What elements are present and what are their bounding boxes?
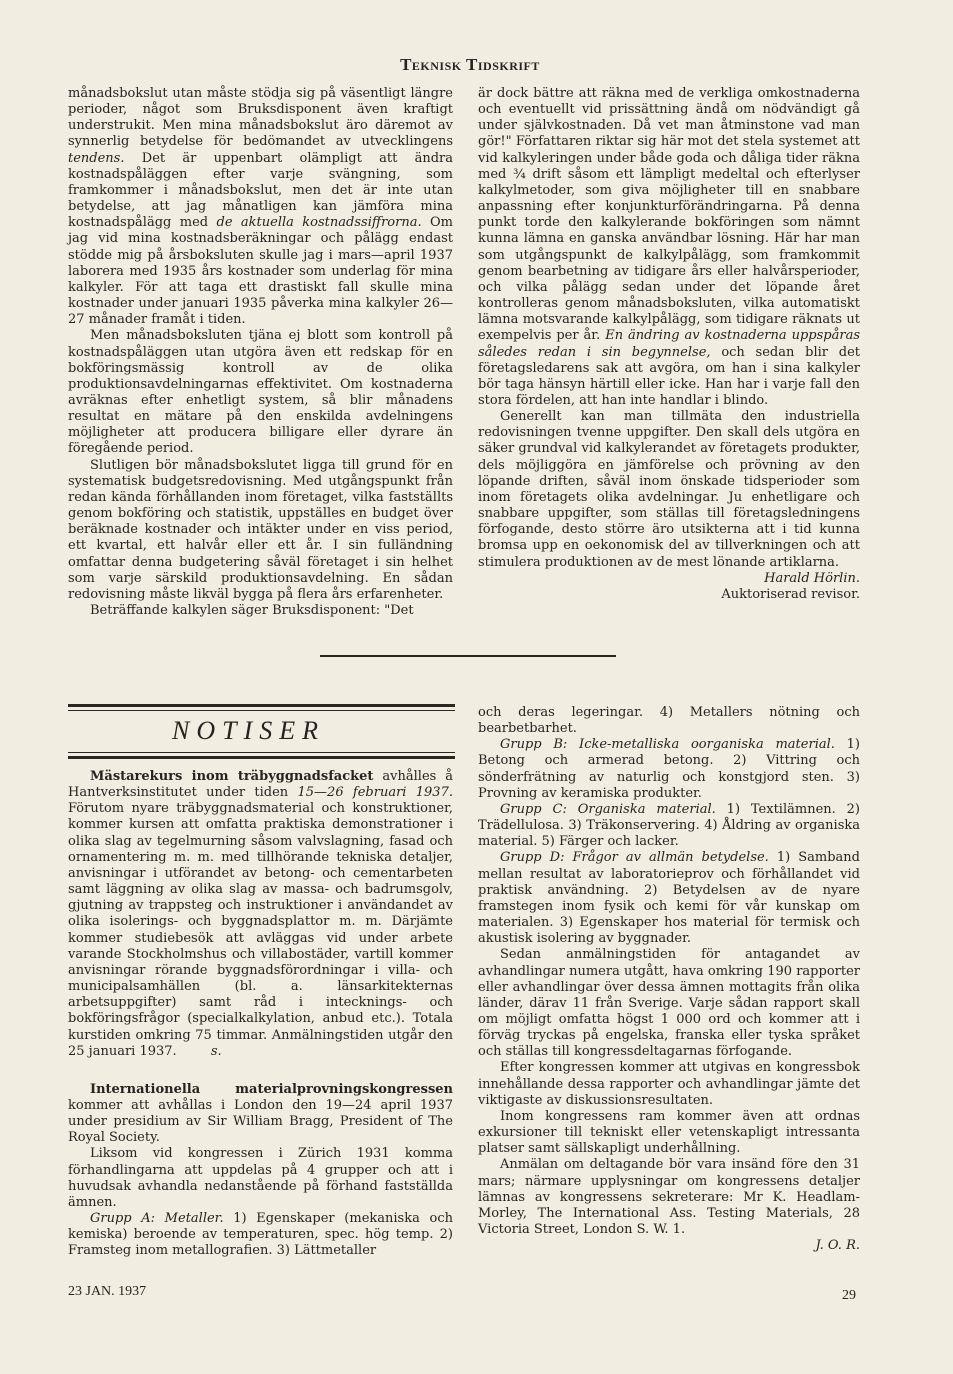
article-paragraph: Beträffande kalkylen säger Bruksdisponent: "Det (90, 603, 414, 618)
notice-paragraph: Grupp D: Frågor av allmän betydelse. 1) Samband mellan resultat av laboratorieprov och förhållandet vid praktisk användning. 2) Betydelsen av de nyare framstegen inom fysik och kemi för vår kunskap om materialen. 3) Egenskaper hos material för termisk och akustisk isolering av byggnader. (478, 850, 860, 947)
article-paragraph: Slutligen bör månadsbokslutet ligga till grund för en systematisk budgetsredovisning. Med utgångspunkt från redan kända förhållanden inom företaget, vilka fastställts genom bokföring och statistik, uppställes en budget över beräknade kostnader och intäkter under en viss period, ett kvartal, ett halvår eller ett år. I sin fulländning omfattar denna budgetering såväl företaget i sin helhet som varje särskild produktionsavdelning. En sådan redovisning måste likväl bygga på flera års erfarenheter. (68, 457, 453, 602)
section-rule-top (68, 704, 455, 707)
notice-paragraph: Liksom vid kongressen i Zürich 1931 komma förhandlingarna att uppdelas på 4 grupper och att i huvudsak avhandla nedanstående på förhand fastställda ämnen. (68, 1146, 453, 1210)
author-title: Auktoriserad revisor. (721, 586, 860, 602)
page-number: 29 (842, 1288, 856, 1303)
notice-paragraph: Mästarekurs inom träbyggnadsfacket avhålles å Hantverksinstitutet under tiden 15—26 februari 1937. Förutom nyare träbyggnadsmaterial och konstruktioner, kommer kursen att omfatta praktiska demonstrationer i olika slag av tegelmurning såsom valvslagning, fasad och ornamentering m. m. med tillhörande tekniska detaljer, anvisningar i utförandet av betong- och cementarbeten samt läggning av olika slag av massa- och badrumsgolv, gjutning av trappsteg och instruktioner i användandet av olika isolerings- och byggnadsplattor m. m. Därjämte kommer studiebesök att avläggas vid under arbete varande Stockholmshus och villabostäder, vartill kommer anvisningar rörande byggnadsförordningar i villa- och municipalsamhällen (bl. a. länsarkitekternas arbetsuppgifter) samt råd i intecknings- och bokföringsfrågor (specialkalkylation, anbud etc.). Totala kurstiden omkring 75 timmar. Anmälningstiden utgår den 25 januari 1937. s. (68, 769, 454, 1059)
notice-paragraph: Anmälan om deltagande bör vara insänd före den 31 mars; närmare upplysningar om kongressens detaljer lämnas av kongressens sekreterare: Mr K. Headlam-Morley, The International Ass. Testing Materials, 28 Victoria Street, London S. W. 1. (478, 1157, 860, 1237)
issue-date: 23 JAN. 1937 (68, 1284, 147, 1299)
section-rule-bottom (68, 756, 455, 759)
section-rule-bottom-thin (68, 752, 455, 753)
notice-paragraph: Inom kongressens ram kommer även att ordnas exkursioner till tekniskt eller vetenskapligt intressanta platser samt sällskapligt underhållning. (478, 1108, 860, 1157)
notice-paragraph: Grupp A: Metaller. 1) Egenskaper (mekaniska och kemiska) beroende av temperaturen, spec. hög temp. 2) Framsteg inom metallografien. 3) Lättmetaller (68, 1211, 453, 1259)
journal-title: Teknisk Tidskrift (400, 55, 540, 74)
article-paragraph: månadsbokslut utan måste stödja sig på väsentligt längre perioder, något som Bruksdisponent även kraftigt understrukit. Men mina månadsbokslut äro däremot av synnerlig betydelse för bedömandet av utvecklingens tendens. Det är uppenbart olämpligt att ändra kostnadspåläggen efter varje svängning, som framkommer i månadsbokslut, men det är inte utan betydelse, att jag månatligen kan jämföra mina kostnadspålägg med de aktuella kostnadssiffrorna. Om jag vid mina kostnadsberäkningar och pålägg endast stödde mig på årsboksluten skulle jag i mars—april 1937 laborera med 1935 års kostnader som underlag för mina kalkyler. För att taga ett drastiskt fall skulle mina kostnader under januari 1935 påverka mina kalkyler 26—27 månader framåt i tiden. (68, 86, 453, 328)
notice-paragraph: Grupp B: Icke-metalliska oorganiska material. 1) Betong och armerad betong. 2) Vittring och sönderfrätning av naturlig och konstgjord sten. 3) Provning av keramiska produkter. (478, 737, 860, 801)
article-paragraph: Men månadsboksluten tjäna ej blott som kontroll på kostnadspåläggen utan utgöra även ett redskap för en bokföringsmässig kontroll av de olika produktionsavdelningarnas effektivitet. Om kostnaderna avräknas efter enhetligt system, så blir månadens resultat en mätare på den enskilda avdelningens möjligheter att producera billigare eller dyrare än föregående period. (68, 328, 453, 457)
section-heading: NOTISER (172, 716, 325, 745)
notice-paragraph: Internationella materialprovningskongressen kommer att avhållas i London den 19—24 april 1937 under presidium av Sir William Bragg, President of The Royal Society. (68, 1081, 453, 1146)
notiser-column-left (68, 769, 453, 1260)
article-paragraph: Generellt kan man tillmäta den industriella redovisningen tvenne uppgifter. Den skall dels utgöra en säker grundval vid kalkylerandet av företagets produkter, dels möjliggöra en jämförelse och prövning av den löpande driften, såväl inom önskade tidsperioder som inom företagets olika avdelningar. Ju enhetligare och snabbare uppgifter, som ställas till företagsledningens förfogande, desto större äro utsikterna att i tid kunna bromsa upp en oekonomisk del av tillverkningen och att stimulera produktionen av de mest lönande artiklarna. (478, 409, 860, 570)
article-column-right (478, 86, 860, 603)
article-column-left (68, 86, 453, 619)
notice-paragraph: Efter kongressen kommer att utgivas en kongressbok innehållande dessa rapporter och avhandlingar jämte det viktigaste av diskussionsresultaten. (478, 1060, 860, 1108)
notice-paragraph: Sedan anmälningstiden för antagandet av avhandlingar numera utgått, hava omkring 190 rapporter eller avhandlingar över dessa ämnen mottagits från olika länder, därav 11 från Sverige. Varje sådan rapport skall om möjligt omfatta högst 1 000 ord och kommer att i förväg tryckas på engelska, franska eller tyska språket och ställas till kongressdeltagarnas förfogande. (478, 947, 860, 1060)
notice-paragraph: Grupp C: Organiska material. 1) Textilämnen. 2) Trädellulosa. 3) Träkonservering. 4) Åldring av organiska material. 5) Färger och lacker. (478, 801, 860, 850)
section-rule-top-thin (68, 710, 455, 711)
article-end-rule (320, 655, 616, 657)
notice-paragraph: och deras legeringar. 4) Metallers nötning och bearbetbarhet. (478, 705, 860, 737)
notiser-column-right (478, 705, 860, 1254)
author-signature: Harald Hörlin. (764, 570, 860, 586)
notice-signature: J. O. R. (815, 1238, 860, 1254)
article-paragraph: är dock bättre att räkna med de verkliga omkostnaderna och eventuellt vid prissättning ändå om nödvändigt gå under självkostnaden. Då vet man åtminstone vad man gör!" Författaren riktar sig här mot det stela systemet att vid kalkyleringen under både goda och dåliga tider räkna med ¾ drift såsom ett lämpligt medeltal och efterlyser kalkylmetoder, som giva möjligheter till en snabbare anpassning efter konjunkturförändringarna. På denna punkt torde den kalkylerande bokföringen som nämnt kunna lämna en ganska användbar lösning. Här har man som utgångspunkt de kalkylpålägg, som framkommit genom bearbetning av tidigare års eller halvårsperioder, och vilka pålägg sedan under det löpande året kontrolleras genom månadsboksluten, vilka automatiskt lämna motsvarande kalkylpålägg, som tidigare räknats ut exempelvis per år. En ändring av kostnaderna uppspåras således redan i sin begynnelse, och sedan blir det företagsledarens sak att avgöra, om han i sina kalkyler bör taga hänsyn härtill eller icke. Han har i varje fall den stora fördelen, att han inte handlar i blindo. (478, 86, 861, 408)
